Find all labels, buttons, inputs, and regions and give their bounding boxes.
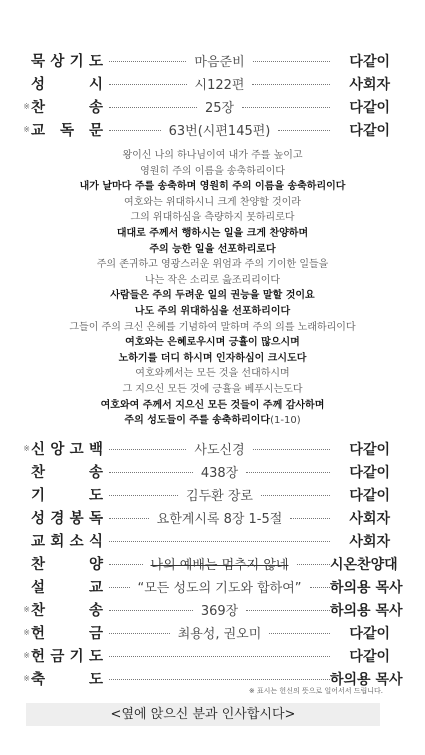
reading-text: 주의 존귀하고 영광스러운 위엄과 주의 기이한 일들을 xyxy=(96,259,329,271)
order-person: 다같이 xyxy=(349,99,390,116)
order-leader xyxy=(103,600,330,619)
order-label-char: 고 xyxy=(69,442,84,458)
order-row xyxy=(18,95,390,118)
order-label-char: 앙 xyxy=(50,442,65,458)
reading-text: 여호와는 은혜로우시며 긍휼이 많으시며 xyxy=(125,337,300,349)
order-leader xyxy=(103,485,330,504)
order-label xyxy=(31,507,103,528)
order-label xyxy=(31,622,103,643)
order-leader xyxy=(103,554,330,573)
reading-text: 노하기를 더디 하시며 인자하심이 크시도다 xyxy=(118,352,307,364)
dotted-leader xyxy=(109,449,186,450)
order-label-char: 축 xyxy=(31,672,46,688)
order-label-char: 백 xyxy=(88,442,103,458)
reading-line xyxy=(0,273,425,289)
dotted-leader xyxy=(252,84,330,85)
order-person: 시온찬양대 xyxy=(330,556,398,573)
order-leader xyxy=(103,677,330,680)
order-content: 최용성, 권오미 xyxy=(177,627,262,642)
order-label xyxy=(31,530,103,551)
dotted-leader xyxy=(253,449,330,450)
order-label-char: 독 xyxy=(59,123,74,139)
order-label-char: 교 xyxy=(31,534,46,550)
order-leader xyxy=(103,508,330,527)
order-content: 마음준비 xyxy=(194,55,245,70)
order-label xyxy=(31,461,103,482)
order-label-char: 기 xyxy=(69,54,84,70)
order-label-char: 식 xyxy=(88,534,103,550)
order-label-char: 찬 xyxy=(31,557,46,573)
order-label xyxy=(31,119,103,140)
dotted-leader xyxy=(109,587,130,588)
order-leader xyxy=(103,654,330,657)
order-content: 사도신경 xyxy=(194,443,245,458)
order-person: 다같이 xyxy=(349,122,390,139)
order-person: 사회자 xyxy=(349,76,390,93)
order-person: 하의용 목사 xyxy=(330,671,403,688)
order-label-char: 금 xyxy=(50,649,65,665)
reading-text: 내가 날마다 주를 송축하며 영원히 주의 이름을 송축하리이다 xyxy=(79,181,346,193)
order-person: 사회자 xyxy=(349,533,390,550)
order-content: 63번(시편145편) xyxy=(168,124,271,139)
dotted-leader xyxy=(278,130,330,131)
order-content: 369장 xyxy=(200,604,239,619)
order-content: 438장 xyxy=(200,466,239,481)
order-person: 다같이 xyxy=(349,648,390,665)
standing-mark: ※ xyxy=(23,101,30,111)
standing-mark: ※ xyxy=(23,443,30,453)
dotted-leader xyxy=(109,61,186,62)
order-label-char: 기 xyxy=(69,649,84,665)
order-label-char: 찬 xyxy=(31,100,46,116)
order-row xyxy=(18,575,403,598)
dotted-leader xyxy=(109,472,193,473)
order-label-char: 도 xyxy=(88,672,103,688)
order-leader xyxy=(103,97,330,116)
reading-line xyxy=(0,366,425,382)
dotted-leader xyxy=(242,107,330,108)
dotted-leader xyxy=(109,107,197,108)
order-label-char: 회 xyxy=(50,534,65,550)
order-label-char: 교 xyxy=(31,123,46,139)
order-label-char: 도 xyxy=(88,649,103,665)
order-leader xyxy=(103,539,330,542)
dotted-leader xyxy=(109,564,143,565)
dotted-leader xyxy=(109,84,187,85)
order-label-char: 헌 xyxy=(31,649,46,665)
order-row xyxy=(18,460,390,483)
dotted-leader xyxy=(109,610,193,611)
order-person: 다같이 xyxy=(349,53,390,70)
reading-line xyxy=(0,304,425,320)
order-label-char: 묵 xyxy=(31,54,46,70)
order-leader xyxy=(103,439,330,458)
order-row xyxy=(18,72,390,95)
order-content: 25장 xyxy=(204,101,235,116)
reading-line xyxy=(0,242,425,258)
order-row xyxy=(18,529,390,552)
order-label-char: 성 xyxy=(31,511,46,527)
reading-text: 그들이 주의 크신 은혜를 기념하여 말하며 주의 의를 노래하리이다 xyxy=(69,321,356,333)
order-content: 나의 예배는 멈추지 않네 xyxy=(150,558,289,573)
order-row xyxy=(18,49,390,72)
order-label-char: 경 xyxy=(50,511,65,527)
reading-text: 여호와여 주께서 지으신 모든 것들이 주께 감사하며 xyxy=(100,399,325,411)
order-label xyxy=(31,645,103,666)
order-label xyxy=(31,484,103,505)
reading-reference: (1-10) xyxy=(270,415,301,427)
order-label-char: 금 xyxy=(88,626,103,642)
order-content: 김두환 장로 xyxy=(186,489,253,504)
reading-line xyxy=(0,288,425,304)
order-label-char: 송 xyxy=(88,603,103,619)
reading-line xyxy=(0,148,425,164)
dotted-leader xyxy=(109,541,330,542)
order-content: “모든 성도의 기도와 합하여” xyxy=(137,581,302,596)
order-person: 다같이 xyxy=(349,441,390,458)
order-label-char: 독 xyxy=(88,511,103,527)
order-label-char: 도 xyxy=(88,488,103,504)
reading-text: 여호와는 위대하시니 크게 찬양할 것이라 xyxy=(124,196,301,208)
order-row xyxy=(18,621,390,644)
order-leader xyxy=(103,577,330,596)
order-label xyxy=(31,553,103,574)
reading-text: 왕이신 나의 하나님이여 내가 주를 높이고 xyxy=(122,150,303,161)
reading-text: 사람들은 주의 두려운 일의 권능을 말할 것이요 xyxy=(110,290,315,302)
order-leader xyxy=(103,462,330,481)
order-label-char: 성 xyxy=(31,77,46,93)
standing-mark: ※ xyxy=(23,650,30,660)
order-label-char: 송 xyxy=(88,100,103,116)
order-content: 요한계시록 8장 1-5절 xyxy=(156,512,283,527)
reading-line xyxy=(0,335,425,351)
order-label-char: 송 xyxy=(88,465,103,481)
dotted-leader xyxy=(109,130,161,131)
reading-text: 영원히 주의 이름을 송축하리이다 xyxy=(140,165,285,177)
reading-text: 나는 작은 소리로 읊조리리이다 xyxy=(144,274,281,286)
reading-line xyxy=(0,164,425,180)
dotted-leader xyxy=(109,633,170,634)
order-leader xyxy=(103,623,330,642)
dotted-leader xyxy=(261,495,330,496)
order-label-char: 헌 xyxy=(31,626,46,642)
order-label xyxy=(31,73,103,94)
order-person: 다같이 xyxy=(349,464,390,481)
dotted-leader xyxy=(297,564,331,565)
reading-line xyxy=(0,351,425,367)
dotted-leader xyxy=(310,587,331,588)
reading-text: 그의 위대하심을 측량하지 못하리로다 xyxy=(130,212,295,224)
standing-mark: ※ xyxy=(23,627,30,637)
dotted-leader xyxy=(246,472,330,473)
order-label-char: 소 xyxy=(69,534,84,550)
reading-text: 대대로 주께서 행하시는 일을 크게 찬양하며 xyxy=(116,227,309,239)
order-leader xyxy=(103,120,330,139)
dotted-leader xyxy=(109,656,330,657)
order-leader xyxy=(103,51,330,70)
reading-line xyxy=(0,179,425,195)
order-label-char: 문 xyxy=(88,123,103,139)
order-label-char: 찬 xyxy=(31,465,46,481)
order-row xyxy=(18,598,403,621)
reading-line xyxy=(0,257,425,273)
order-row xyxy=(18,552,398,575)
reading-line xyxy=(0,226,425,242)
order-label xyxy=(31,668,103,689)
reading-text: 그 지으신 모든 것에 긍휼을 베푸시는도다 xyxy=(122,383,303,395)
reading-line xyxy=(0,398,425,414)
order-label-char: 설 xyxy=(31,580,46,596)
greeting-banner: <옆에 앉으신 분과 인사합시다> xyxy=(26,703,380,726)
order-label-char: 상 xyxy=(50,54,65,70)
order-person: 하의용 목사 xyxy=(330,579,403,596)
dotted-leader xyxy=(269,633,330,634)
order-leader xyxy=(103,74,330,93)
reading-line xyxy=(0,382,425,398)
order-person: 다같이 xyxy=(349,487,390,504)
order-label-char: 봉 xyxy=(69,511,84,527)
order-label-char: 기 xyxy=(31,488,46,504)
standing-note: ※ 표시는 헌신의 뜻으로 일어서서 드립니다. xyxy=(248,687,383,695)
reading-text: 주의 능한 일을 선포하리로다 xyxy=(149,243,276,255)
order-row xyxy=(18,483,390,506)
order-label-char: 도 xyxy=(88,54,103,70)
order-label xyxy=(31,96,103,117)
standing-mark: ※ xyxy=(23,124,30,134)
reading-line xyxy=(0,320,425,336)
reading-text: 주의 성도들이 주를 송축하리이다 xyxy=(124,415,271,427)
order-row xyxy=(18,644,390,667)
order-row xyxy=(18,506,390,529)
reading-line xyxy=(0,210,425,226)
standing-mark: ※ xyxy=(23,604,30,614)
order-label-char: 찬 xyxy=(31,603,46,619)
dotted-leader xyxy=(246,610,330,611)
order-label xyxy=(31,50,103,71)
order-row xyxy=(18,118,390,141)
order-person: 하의용 목사 xyxy=(330,602,403,619)
dotted-leader xyxy=(109,518,149,519)
dotted-leader xyxy=(109,679,330,680)
reading-line xyxy=(0,195,425,211)
order-label xyxy=(31,599,103,620)
reading-line xyxy=(0,413,425,429)
worship-order-bottom xyxy=(18,437,403,690)
order-label-char: 양 xyxy=(88,557,103,573)
responsive-reading xyxy=(0,148,425,429)
order-label-char: 시 xyxy=(88,77,103,93)
dotted-leader xyxy=(290,518,330,519)
worship-order-top xyxy=(18,49,390,141)
order-label xyxy=(31,576,103,597)
order-label-char: 신 xyxy=(31,442,46,458)
order-label xyxy=(31,438,103,459)
order-content: 시122편 xyxy=(194,78,245,93)
dotted-leader xyxy=(109,495,178,496)
order-label-char: 교 xyxy=(88,580,103,596)
order-person: 다같이 xyxy=(349,625,390,642)
reading-text: 나도 주의 위대하심을 선포하리이다 xyxy=(134,305,291,317)
reading-text: 여호와께서는 모든 것을 선대하시며 xyxy=(135,368,290,380)
dotted-leader xyxy=(253,61,330,62)
order-person: 사회자 xyxy=(349,510,390,527)
order-row xyxy=(18,437,390,460)
standing-mark: ※ xyxy=(23,673,30,683)
